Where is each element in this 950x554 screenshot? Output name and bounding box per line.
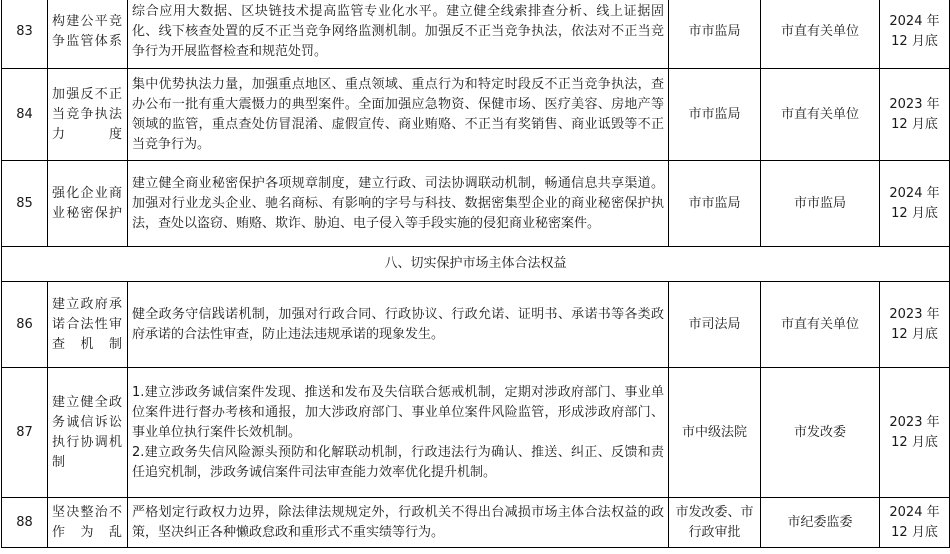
table-row xyxy=(2,161,950,247)
task-name: 强化企业商业秘密保护 xyxy=(48,161,128,247)
lead-unit: 市市监局 xyxy=(669,161,761,247)
row-number: 87 xyxy=(2,368,48,498)
row-number: 86 xyxy=(2,282,48,368)
lead-unit: 市司法局 xyxy=(669,282,761,368)
row-number: 83 xyxy=(2,0,48,69)
cooperating-unit: 市直有关单位 xyxy=(761,282,880,368)
cooperating-unit: 市直有关单位 xyxy=(761,0,880,69)
task-name: 建立政府承诺合法性审查机制 xyxy=(48,282,128,368)
description-item: 2.建立政务失信风险源头预防和化解联动机制，行政违法行为确认、推送、纠正、反馈和责任追究机制，涉政务诚信案件司法审查能力效率优化提升机制。 xyxy=(132,444,664,480)
row-number: 88 xyxy=(2,498,48,548)
row-number: 85 xyxy=(2,161,48,247)
lead-unit: 市中级法院 xyxy=(669,368,761,498)
deadline-year: 2024 年 xyxy=(889,185,940,201)
task-description: 健全政务守信践诺机制，加强对行政合同、行政协议、行政允诺、证明书、承诺书等各类政府承诺的合法性审查，防止违法违规承诺的现象发生。 xyxy=(128,282,669,368)
task-table xyxy=(1,0,950,548)
deadline-month: 12 月底 xyxy=(891,33,938,49)
deadline xyxy=(880,161,950,247)
row-number: 84 xyxy=(2,69,48,161)
task-name: 坚决整治不作为乱 xyxy=(48,498,128,548)
task-description: 综合应用大数据、区块链技术提高监管专业化水平。建立健全线索排查分析、线上证据固化、线下核查处置的反不正当竞争网络监测机制。加强反不正当竞争执法，依法对不正当竞争行为开展监督检查和规范处罚。 xyxy=(128,0,669,69)
task-description: 建立健全商业秘密保护各项规章制度，建立行政、司法协调联动机制，畅通信息共享渠道。加强对行业龙头企业、驰名商标、有影响的字号与科技、数据密集型企业的商业秘密保护执法，查处以盗窃、贿赂、欺诈、胁迫、电子侵入等手段实施的侵犯商业秘密案件。 xyxy=(128,161,669,247)
deadline-year: 2023 年 xyxy=(889,306,940,322)
deadline xyxy=(880,368,950,498)
task-description xyxy=(128,368,669,498)
lead-unit: 市市监局 xyxy=(669,0,761,69)
cooperating-unit: 市发改委 xyxy=(761,368,880,498)
section-row xyxy=(2,247,950,282)
deadline-month: 12 月底 xyxy=(891,326,938,342)
task-name: 加强反不正当竞争执法力度 xyxy=(48,69,128,161)
task-name: 建立健全政务诚信诉讼执行协调机制 xyxy=(48,368,128,498)
lead-unit: 市市监局 xyxy=(669,69,761,161)
table-row xyxy=(2,69,950,161)
deadline-year: 2024 年 xyxy=(889,13,940,29)
lead-unit: 市发改委、市行政审批 xyxy=(669,498,761,548)
description-item: 1.建立涉政务诚信案件发现、推送和发布及失信联合惩戒机制，定期对涉政府部门、事业单位案件进行督办考核和通报，加大涉政府部门、事业单位案件风险监管，形成涉政府部门、事业单位执行案件长效机制。 xyxy=(132,384,664,440)
task-description: 集中优势执法力量，加强重点地区、重点领域、重点行为和特定时段反不正当竞争执法，查办公布一批有重大震慑力的典型案件。全面加强应急物资、保健市场、医疗美容、房地产等领域的监管，重点查处仿冒混淆、虚假宣传、商业贿赂、不正当有奖销售、商业诋毁等不正当竞争行为。 xyxy=(128,69,669,161)
deadline-year: 2023 年 xyxy=(889,414,940,430)
deadline-month: 12 月底 xyxy=(891,205,938,221)
section-title: 八、切实保护市场主体合法权益 xyxy=(2,247,950,282)
cooperating-unit: 市纪委监委 xyxy=(761,498,880,548)
deadline-month: 12 月底 xyxy=(891,434,938,450)
deadline xyxy=(880,0,950,69)
deadline xyxy=(880,69,950,161)
table-row xyxy=(2,0,950,69)
table-row xyxy=(2,498,950,548)
deadline-year: 2024 年 xyxy=(889,504,940,520)
task-description: 严格划定行政权力边界，除法律法规规定外，行政机关不得出台减损市场主体合法权益的政策，坚决纠正各种懒政怠政和重形式不重实绩等行为。 xyxy=(128,498,669,548)
deadline xyxy=(880,498,950,548)
deadline-month: 12 月底 xyxy=(891,116,938,132)
cooperating-unit: 市市监局 xyxy=(761,161,880,247)
cooperating-unit: 市直有关单位 xyxy=(761,69,880,161)
deadline-year: 2023 年 xyxy=(889,96,940,112)
task-name: 构建公平竞争监管体系 xyxy=(48,0,128,69)
deadline-month: 12 月底 xyxy=(891,524,938,540)
deadline xyxy=(880,282,950,368)
table-row xyxy=(2,368,950,498)
table-row xyxy=(2,282,950,368)
